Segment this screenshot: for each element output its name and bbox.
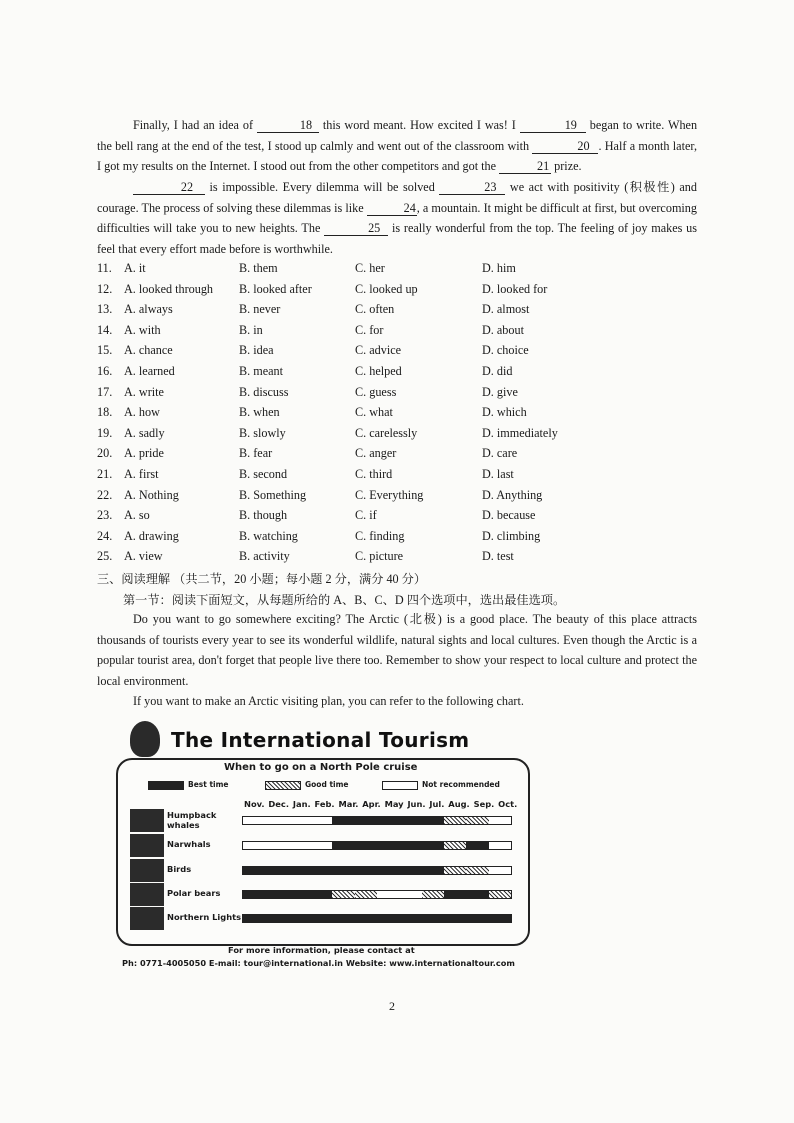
month-segment bbox=[243, 817, 266, 824]
month-segment bbox=[489, 817, 512, 824]
option-b: B. though bbox=[239, 508, 288, 523]
blank-22: 22 bbox=[133, 180, 205, 195]
month-segment bbox=[444, 867, 467, 874]
question-number: 17. bbox=[97, 384, 113, 399]
month-segment bbox=[310, 891, 333, 898]
option-a: A. always bbox=[124, 302, 173, 317]
option-c: C. finding bbox=[355, 528, 405, 543]
question-number: 14. bbox=[97, 322, 113, 337]
option-d: D. give bbox=[482, 384, 518, 399]
question-number: 16. bbox=[97, 363, 113, 378]
legend-best: Best time bbox=[148, 780, 229, 790]
month-segment bbox=[422, 842, 445, 849]
month-segment bbox=[265, 842, 288, 849]
option-a: A. it bbox=[124, 261, 146, 275]
month-segment bbox=[332, 867, 355, 874]
option-b: B. never bbox=[239, 302, 281, 317]
row-label-line1: Narwhals bbox=[167, 839, 211, 849]
month-segment bbox=[355, 842, 378, 849]
option-d: D. did bbox=[482, 363, 513, 378]
option-c: C. looked up bbox=[355, 281, 418, 296]
option-row bbox=[97, 403, 697, 424]
option-a: A. write bbox=[124, 384, 164, 399]
blank-21: 21 bbox=[499, 159, 551, 174]
option-d: D. test bbox=[482, 549, 514, 564]
month-segment bbox=[265, 817, 288, 824]
whale-icon bbox=[130, 809, 164, 832]
option-a: A. chance bbox=[124, 343, 173, 358]
row-label bbox=[167, 864, 191, 874]
page-number: 2 bbox=[389, 999, 395, 1013]
reading-paragraph-1: Do you want to go somewhere exciting? The Arctic (北极) is a good place. The beauty of this place attracts thousands of tourists every year to see its wonderful wildlife, natural sights and local cultures. Even though the Arctic is a popular tourist area, don't forget that people live there too. Remember to show your respect to local culture and protect the local environment. bbox=[97, 612, 697, 688]
option-b: B. Something bbox=[239, 487, 307, 502]
option-a: A. pride bbox=[124, 446, 164, 461]
cloze-paragraph-1: Finally, I had an idea of 18 this word meant. How excited I was! I 19 began to write. When the bell rang at the end of the test, I stood up calmly and went out of the classroom with 20 . Half a month later, I got my results on the Internet. I stood out from the other competitors and got the 21 prize. bbox=[97, 118, 698, 174]
month-segment bbox=[288, 817, 311, 824]
month-segment bbox=[422, 891, 445, 898]
month-segment bbox=[310, 915, 333, 922]
blank-23: 23 bbox=[439, 180, 505, 195]
month-segment bbox=[377, 842, 400, 849]
option-d: D. which bbox=[482, 405, 527, 420]
month-segment bbox=[377, 891, 400, 898]
option-b: B. in bbox=[239, 322, 263, 337]
legend-best-swatch bbox=[148, 781, 184, 790]
option-row bbox=[97, 300, 697, 321]
legend-good-swatch bbox=[265, 781, 301, 790]
month-segment bbox=[332, 817, 355, 824]
schedule-bar bbox=[242, 890, 512, 899]
option-d: D. about bbox=[482, 322, 524, 337]
month-segment bbox=[243, 867, 266, 874]
schedule-bar bbox=[242, 816, 512, 825]
month-segment bbox=[310, 867, 333, 874]
option-d: D. immediately bbox=[482, 425, 558, 440]
option-c: C. if bbox=[355, 508, 377, 523]
month-segment bbox=[422, 915, 445, 922]
option-b: B. meant bbox=[239, 363, 284, 378]
option-row bbox=[97, 280, 697, 301]
month-segment bbox=[466, 915, 489, 922]
option-c: C. third bbox=[355, 466, 393, 481]
option-c: C. guess bbox=[355, 384, 397, 399]
option-row bbox=[97, 506, 697, 527]
option-row bbox=[97, 362, 697, 383]
question-number: 25. bbox=[97, 549, 113, 564]
row-label-line2: whales bbox=[167, 820, 200, 830]
option-c: C. advice bbox=[355, 343, 402, 358]
globe-logo-icon bbox=[130, 721, 160, 757]
row-label bbox=[167, 888, 220, 898]
option-row bbox=[97, 424, 697, 445]
option-a: A. sadly bbox=[124, 425, 165, 440]
month-segment bbox=[265, 867, 288, 874]
month-segment bbox=[444, 915, 467, 922]
narwhal-icon bbox=[130, 834, 164, 857]
month-segment bbox=[377, 817, 400, 824]
legend-good: Good time bbox=[265, 780, 349, 790]
month-segment bbox=[466, 891, 489, 898]
option-b: B. discuss bbox=[239, 384, 289, 399]
option-a: A. how bbox=[124, 405, 160, 420]
option-d: D. almost bbox=[482, 302, 530, 317]
option-c: C. what bbox=[355, 405, 393, 420]
poster-subtitle: When to go on a North Pole cruise bbox=[224, 762, 418, 773]
option-b: B. slowly bbox=[239, 425, 286, 440]
schedule-bar bbox=[242, 914, 512, 923]
option-a: A. Nothing bbox=[124, 487, 179, 502]
legend-not-recommended: Not recommended bbox=[382, 780, 500, 790]
month-segment bbox=[489, 915, 512, 922]
option-d: D. looked for bbox=[482, 281, 548, 296]
row-label-line1: Northern Lights bbox=[167, 912, 242, 922]
month-segment bbox=[466, 867, 489, 874]
month-segment bbox=[288, 915, 311, 922]
option-a: A. looked through bbox=[124, 281, 214, 296]
question-number: 24. bbox=[97, 528, 113, 543]
row-label bbox=[167, 810, 216, 830]
month-segment bbox=[399, 842, 422, 849]
option-c: C. carelessly bbox=[355, 425, 418, 440]
option-b: B. fear bbox=[239, 446, 273, 461]
month-segment bbox=[332, 915, 355, 922]
question-number: 13. bbox=[97, 302, 113, 317]
month-segment bbox=[332, 842, 355, 849]
month-segment bbox=[422, 867, 445, 874]
month-header: Nov. Dec. Jan. Feb. Mar. Apr. May Jun. Jul. Aug. Sep. Oct. bbox=[244, 799, 518, 809]
month-segment bbox=[466, 817, 489, 824]
month-segment bbox=[399, 867, 422, 874]
month-segment bbox=[243, 915, 266, 922]
option-row bbox=[97, 465, 697, 486]
month-segment bbox=[355, 817, 378, 824]
question-number: 19. bbox=[97, 425, 113, 440]
month-segment bbox=[288, 867, 311, 874]
option-a: A. with bbox=[124, 322, 161, 337]
option-row bbox=[97, 383, 697, 404]
option-c: C. for bbox=[355, 322, 384, 337]
question-number: 20. bbox=[97, 446, 113, 461]
option-c: C. helped bbox=[355, 363, 402, 378]
cloze-paragraph-2: 22 is impossible. Every dilemma will be solved 23 we act with positivity (积极性) and courage. The process of solving these dilemmas is like 24, a mountain. It might be difficult at first, but overcoming difficulties will take you to new heights. The 25 is really wonderful from the top. The feeling of joy makes us feel that every effort made before is worthwhile. bbox=[97, 180, 698, 256]
blank-20: 20 bbox=[532, 139, 598, 154]
option-c: C. Everything bbox=[355, 487, 424, 502]
option-d: D. Anything bbox=[482, 487, 543, 502]
option-row bbox=[97, 259, 697, 280]
northern-lights-icon bbox=[130, 907, 164, 930]
question-number: 22. bbox=[97, 487, 113, 502]
question-number: 15. bbox=[97, 343, 113, 358]
poster-title: The International Tourism bbox=[171, 728, 470, 752]
month-segment bbox=[355, 891, 378, 898]
month-segment bbox=[444, 817, 467, 824]
option-b: B. watching bbox=[239, 528, 298, 543]
month-segment bbox=[310, 842, 333, 849]
month-segment bbox=[489, 891, 512, 898]
month-segment bbox=[466, 842, 489, 849]
option-d: D. because bbox=[482, 508, 536, 523]
option-b: B. activity bbox=[239, 549, 290, 564]
month-segment bbox=[489, 842, 512, 849]
option-row bbox=[97, 486, 697, 507]
options-list bbox=[97, 259, 697, 568]
question-number: 21. bbox=[97, 466, 113, 481]
option-c: C. her bbox=[355, 261, 385, 275]
option-d: D. choice bbox=[482, 343, 529, 358]
row-label bbox=[167, 912, 241, 922]
month-segment bbox=[243, 842, 266, 849]
month-segment bbox=[310, 817, 333, 824]
option-b: B. when bbox=[239, 405, 280, 420]
tourism-poster bbox=[100, 713, 540, 973]
question-number: 23. bbox=[97, 508, 113, 523]
option-row bbox=[97, 341, 697, 362]
option-b: B. idea bbox=[239, 343, 274, 358]
option-a: A. learned bbox=[124, 363, 175, 378]
month-segment bbox=[288, 842, 311, 849]
option-a: A. so bbox=[124, 508, 150, 523]
option-b: B. them bbox=[239, 261, 278, 275]
option-c: C. often bbox=[355, 302, 395, 317]
option-a: A. view bbox=[124, 549, 163, 564]
option-row bbox=[97, 527, 697, 548]
row-label-line1: Humpback bbox=[167, 810, 217, 820]
month-segment bbox=[243, 891, 266, 898]
section-heading: 三、阅读理解 （共二节，20 小题；每小题 2 分，满分 40 分） bbox=[97, 572, 427, 586]
month-segment bbox=[355, 915, 378, 922]
question-number: 18. bbox=[97, 405, 113, 420]
reading-paragraph-2: If you want to make an Arctic visiting plan, you can refer to the following chart. bbox=[133, 694, 524, 708]
polar-bear-icon bbox=[130, 883, 164, 906]
option-d: D. climbing bbox=[482, 528, 541, 543]
schedule-bar bbox=[242, 866, 512, 875]
option-row bbox=[97, 547, 697, 568]
question-number: 12. bbox=[97, 281, 113, 296]
option-c: C. picture bbox=[355, 549, 404, 564]
option-d: D. care bbox=[482, 446, 518, 461]
month-segment bbox=[399, 891, 422, 898]
month-segment bbox=[444, 891, 467, 898]
blank-19: 19 bbox=[520, 118, 586, 133]
option-a: A. drawing bbox=[124, 528, 179, 543]
bird-icon bbox=[130, 859, 164, 882]
section-instruction: 第一节：阅读下面短文，从每题所给的 A、B、C、D 四个选项中，选出最佳选项。 bbox=[123, 593, 566, 607]
month-segment bbox=[444, 842, 467, 849]
month-segment bbox=[265, 915, 288, 922]
row-label-line1: Birds bbox=[167, 864, 192, 874]
legend-not-swatch bbox=[382, 781, 418, 790]
month-segment bbox=[399, 915, 422, 922]
option-a: A. first bbox=[124, 466, 159, 481]
month-segment bbox=[355, 867, 378, 874]
month-segment bbox=[265, 891, 288, 898]
blank-24: 24 bbox=[367, 201, 417, 216]
month-segment bbox=[288, 891, 311, 898]
poster-footer-details: Ph: 0771-4005050 E-mail: tour@international.in Website: www.internationaltour.com bbox=[122, 958, 515, 968]
month-segment bbox=[489, 867, 512, 874]
option-row bbox=[97, 321, 697, 342]
month-segment bbox=[332, 891, 355, 898]
option-b: B. second bbox=[239, 466, 288, 481]
option-c: C. anger bbox=[355, 446, 397, 461]
blank-25: 25 bbox=[324, 221, 388, 236]
option-d: D. him bbox=[482, 261, 516, 275]
option-row bbox=[97, 444, 697, 465]
month-segment bbox=[377, 915, 400, 922]
question-number: 11. bbox=[97, 261, 112, 275]
row-label bbox=[167, 839, 211, 849]
option-b: B. looked after bbox=[239, 281, 312, 296]
month-segment bbox=[422, 817, 445, 824]
blank-18: 18 bbox=[257, 118, 319, 133]
month-segment bbox=[399, 817, 422, 824]
row-label-line1: Polar bears bbox=[167, 888, 221, 898]
poster-footer-contact: For more information, please contact at bbox=[228, 945, 415, 955]
option-d: D. last bbox=[482, 466, 514, 481]
month-segment bbox=[377, 867, 400, 874]
schedule-bar bbox=[242, 841, 512, 850]
